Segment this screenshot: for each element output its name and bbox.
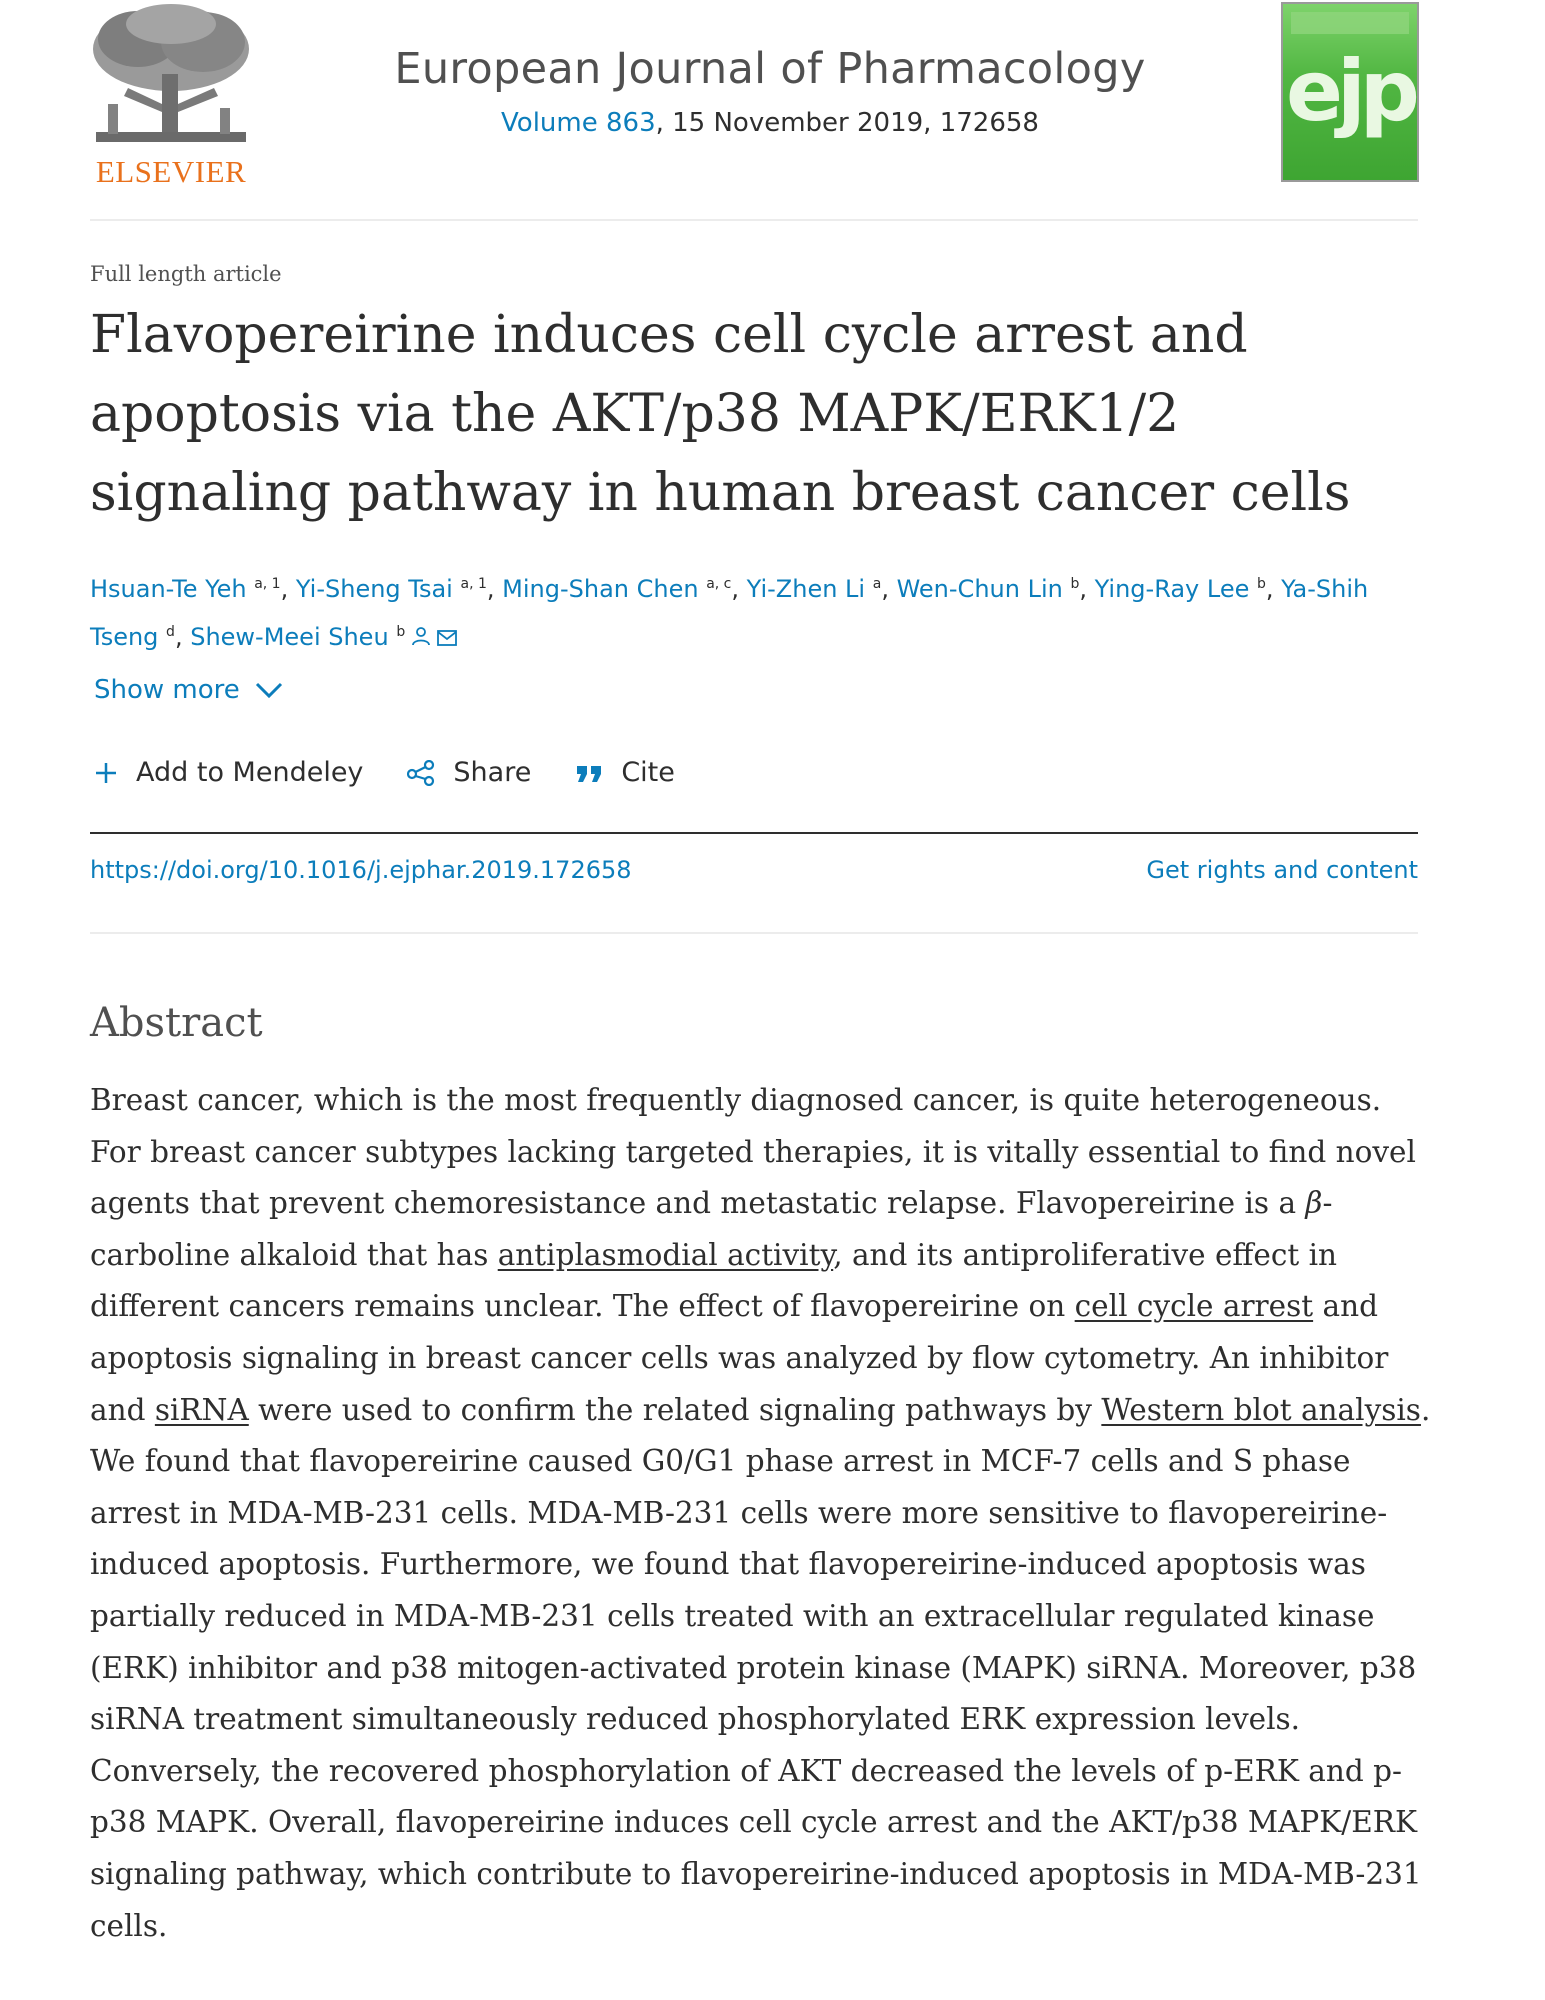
elsevier-logo[interactable] xyxy=(88,4,254,189)
share-button[interactable] xyxy=(407,757,531,788)
cite-label: Cite xyxy=(621,757,675,788)
topic-link-antiplasmodial[interactable]: antiplasmodial activity xyxy=(497,1237,834,1272)
journal-title[interactable]: European Journal of Pharmacology xyxy=(394,44,1146,94)
show-more-button[interactable] xyxy=(94,675,284,705)
doi-divider xyxy=(90,932,1418,934)
cite-button[interactable] xyxy=(575,757,675,788)
mendeley-label: Add to Mendeley xyxy=(136,757,364,788)
share-label: Share xyxy=(453,757,532,788)
author-affiliation: a, 1 xyxy=(460,576,487,592)
journal-cover[interactable] xyxy=(1281,2,1419,182)
article-title xyxy=(90,296,1390,533)
author-link[interactable]: Ming-Shan Chen $^{a, c}$ xyxy=(502,575,732,603)
title-line: Flavopereirine induces cell cycle arrest and xyxy=(90,305,1248,365)
article-actions xyxy=(94,757,719,788)
share-icon xyxy=(407,760,435,786)
actions-divider xyxy=(90,832,1418,834)
author-affiliation: a, 1 xyxy=(254,576,281,592)
cover-logo: ejp xyxy=(1286,42,1414,140)
author-link[interactable]: Hsuan-Te Yeh $^{a, 1}$ xyxy=(90,575,281,603)
beta-symbol: β xyxy=(1305,1186,1323,1221)
abstract-heading: Abstract xyxy=(90,1000,263,1046)
show-more-label: Show more xyxy=(94,675,240,705)
envelope-icon[interactable] xyxy=(437,617,457,660)
title-line: signaling pathway in human breast cancer cells xyxy=(90,463,1351,523)
elsevier-tree-logo xyxy=(88,4,254,152)
publisher-wordmark: ELSEVIER xyxy=(95,154,247,189)
topic-link-western-blot[interactable]: Western blot analysis xyxy=(1101,1392,1421,1427)
volume-link[interactable]: Volume 863 xyxy=(501,108,656,138)
author-affiliation: a xyxy=(872,576,882,592)
article-type: Full length article xyxy=(90,262,282,286)
journal-issue-meta xyxy=(370,108,1170,138)
author-link[interactable]: Yi-Zhen Li $^a$ xyxy=(746,575,882,603)
author-link[interactable]: Yi-Sheng Tsai $^{a, 1}$ xyxy=(295,575,487,603)
title-line: apoptosis via the AKT/p38 MAPK/ERK1/2 xyxy=(90,384,1180,444)
rights-link[interactable]: Get rights and content xyxy=(1146,856,1418,884)
author-affiliation: b xyxy=(1257,576,1266,592)
chevron-down-icon xyxy=(254,681,284,699)
cover-banner xyxy=(1291,12,1409,34)
author-link[interactable]: Wen-Chun Lin $^b$ xyxy=(896,575,1080,603)
author-affiliation: d xyxy=(166,624,175,640)
author-affiliation: b xyxy=(1070,576,1080,592)
plus-icon xyxy=(94,761,118,785)
add-to-mendeley-button[interactable] xyxy=(94,757,363,788)
author-link[interactable]: Ya-Shih Tseng $^d$ xyxy=(90,575,1369,651)
abstract-text: Breast cancer, which is the most frequently diagnosed cancer, is quite heterogeneous. For breast cancer subtypes lacking targeted therapies, it is vitally essential to find novel agents that prevent chemoresistance and metastatic relapse. Flavopereirine is a β-carboline alkaloid that has antiplasmodial activity, and its antiproliferative effect in different cancers remains unclear. The effect of flavopereirine on cell cycle arrest and apoptosis signaling in breast cancer cells was analyzed by flow cytometry. An inhibitor and siRNA were used to confirm the related signaling pathways by Western blot analysis. We found that flavopereirine caused G0/G1 phase arrest in MCF-7 cells and S phase arrest in MDA-MB-231 cells. MDA-MB-231 cells were more sensitive to flavopereirine-induced apoptosis. Furthermore, we found that flavopereirine-induced apoptosis was partially reduced in MDA-MB-231 cells treated with an extracellular regulated kinase (ERK) inhibitor and p38 mitogen-activated protein kinase (MAPK) siRNA. Moreover, p38 siRNA treatment simultaneously reduced phosphorylated ERK expression levels. Conversely, the recovered phosphorylation of AKT decreased the levels of p-ERK and p-p38 MAPK. Overall, flavopereirine induces cell cycle arrest and the AKT/p38 MAPK/ERK signaling pathway, which contribute to flavopereirine-induced apoptosis in MDA-MB-231 cells. xyxy=(90,1083,1431,1943)
header-divider xyxy=(90,219,1418,221)
author-list: Hsuan-Te Yeh $^{a, 1}$, Yi-Sheng Tsai $^{a, 1}$, Ming-Shan Chen $^{a, c}$, Yi-Zhen Li $^a$, Wen-Chun Lin $^b$, Ying-Ray Lee $^b$, Ya-Shih Tseng $^d$, Shew-Meei Sheu $^b$ xyxy=(90,563,1430,660)
author-affiliation: b xyxy=(396,624,406,640)
journal-header xyxy=(370,44,1170,138)
doi-link[interactable]: https://doi.org/10.1016/j.ejphar.2019.172658 xyxy=(90,856,632,884)
author-link[interactable]: Ying-Ray Lee $^b$ xyxy=(1094,575,1266,603)
topic-link-cell-cycle-arrest[interactable]: cell cycle arrest xyxy=(1074,1289,1314,1324)
quote-icon xyxy=(575,762,603,784)
issue-details: , 15 November 2019, 172658 xyxy=(655,108,1039,138)
person-icon[interactable] xyxy=(411,617,431,660)
author-affiliation: a, c xyxy=(706,576,732,592)
topic-link-sirna[interactable]: siRNA xyxy=(154,1392,249,1427)
author-link[interactable]: Shew-Meei Sheu $^b$ xyxy=(190,623,406,651)
